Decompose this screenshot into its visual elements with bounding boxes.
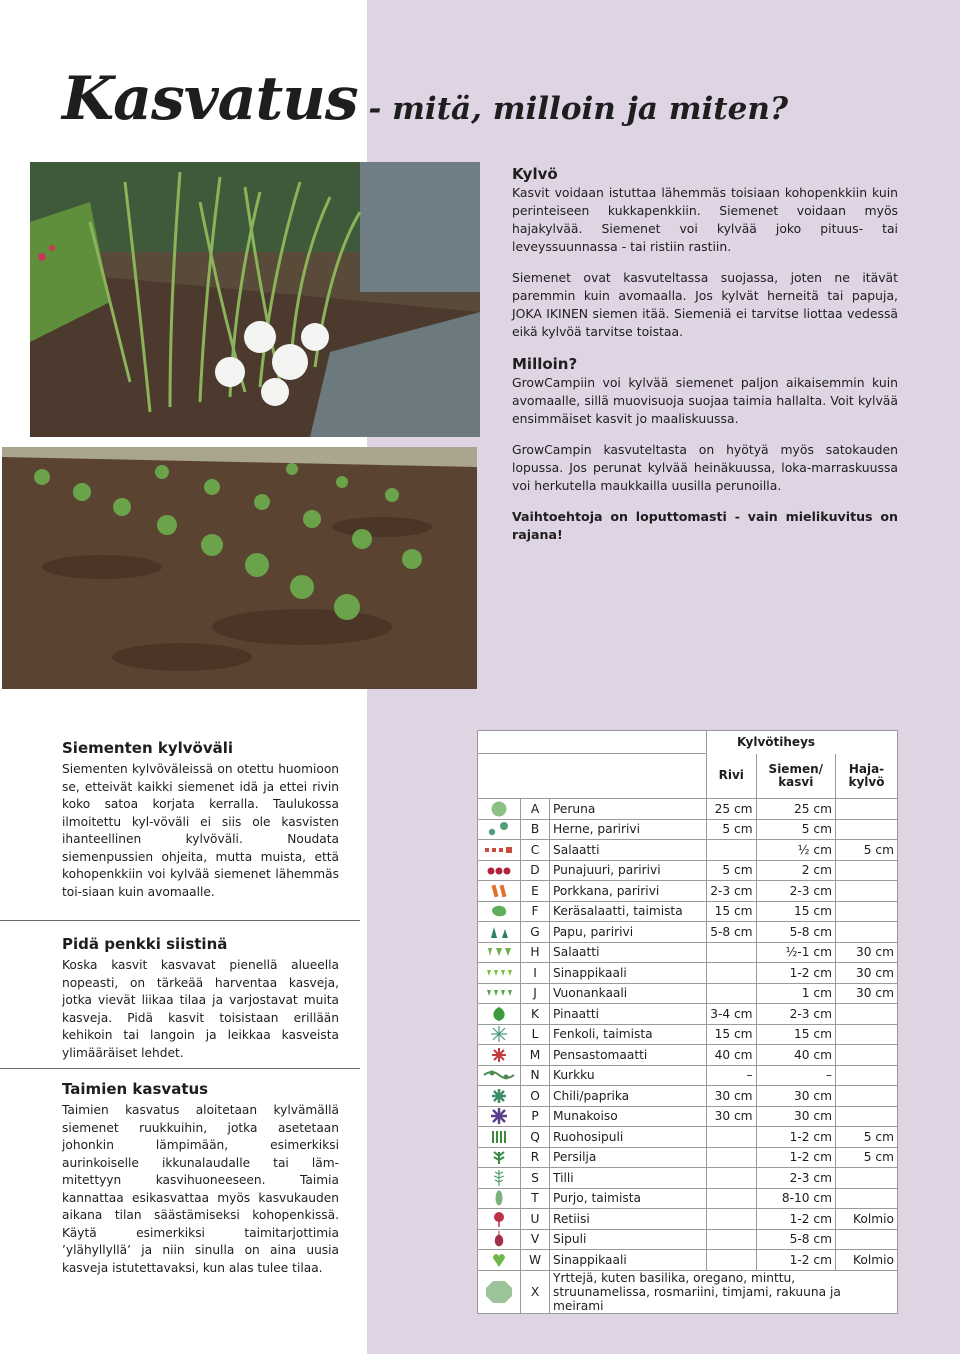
row-siemen: 15 cm <box>756 901 835 922</box>
table-row <box>478 799 898 820</box>
row-name: Retiisi <box>550 1209 707 1230</box>
row-siemen: 1 cm <box>756 983 835 1004</box>
row-rivi: 15 cm <box>707 901 757 922</box>
col-rivi: Rivi <box>707 754 757 799</box>
row-siemen: 2-3 cm <box>756 1004 835 1025</box>
section-penkki-text: Koska kasvit kasvavat pienellä alueella nopeasti, on tärkeää harventaa kasveja, jotka vievät liikaa tilaa ja varjostavat muita kasveja. Pidä kasvit toisistaan erillään kehikoin tai langoin ja leikkaa kasveista ylimääräiset lehdet. <box>62 958 339 1060</box>
row-haja <box>836 1065 898 1086</box>
row-rivi: 30 cm <box>707 1106 757 1127</box>
row-letter: Q <box>521 1127 550 1148</box>
row-letter: C <box>521 840 550 861</box>
row-rivi <box>707 1229 757 1250</box>
row-name: Salaatti <box>550 840 707 861</box>
row-letter: V <box>521 1229 550 1250</box>
row-name: Yrttejä, kuten basilika, oregano, minttu, struunamelissa, rosmariini, timjami, rakuuna ja meirami <box>550 1270 898 1313</box>
table-row <box>478 942 898 963</box>
table-row <box>478 1127 898 1148</box>
table-row <box>478 901 898 922</box>
row-name: Sipuli <box>550 1229 707 1250</box>
table-row <box>478 922 898 943</box>
row-letter: U <box>521 1209 550 1230</box>
row-name: Persilja <box>550 1147 707 1168</box>
table-row <box>478 1024 898 1045</box>
row-haja <box>836 1229 898 1250</box>
page-title-main: Kasvatus <box>62 64 358 134</box>
table-row <box>478 881 898 902</box>
row-rivi: 5 cm <box>707 819 757 840</box>
row-siemen: 1-2 cm <box>756 1147 835 1168</box>
milloin-paragraph-1: GrowCampiin voi kylvää siemenet paljon aikaisemmin kuin avomaalle, sillä muovisuoja suojaa taimia hallalta. Voit kylvää ensimmäiset kasvit jo maaliskuussa. <box>512 375 898 426</box>
row-siemen: 2-3 cm <box>756 1168 835 1189</box>
row-rivi <box>707 1209 757 1230</box>
section-divider <box>0 920 360 921</box>
row-haja <box>836 922 898 943</box>
row-name: Ruohosipuli <box>550 1127 707 1148</box>
group-header: Kylvötiheys <box>707 731 898 754</box>
leaf-icon <box>478 1004 521 1025</box>
row-haja <box>836 1024 898 1045</box>
row-siemen: 2 cm <box>756 860 835 881</box>
row-siemen: – <box>756 1065 835 1086</box>
row-name: Keräsalaatti, taimista <box>550 901 707 922</box>
seedling-bed-photo <box>2 447 477 689</box>
kylvo-paragraph-1: Kasvit voidaan istuttaa lähemmäs toisiaan kohopenkkiin kuin perinteiseen kukkapenkkiin. Siemenet voidaan myös hajakylvää. Siemenet voi kylvää joko pituus- tai leveyssuunnassa - tai ristiin rastiin. <box>512 185 898 254</box>
row-letter: T <box>521 1188 550 1209</box>
milloin-paragraph-2: GrowCampin kasvuteltasta on hyötyä myös satokauden lopussa. Jos perunat kylvää heinäkuussa, loka-marraskuussa voi herkutella maukkailla uusilla perunoilla. <box>512 442 898 493</box>
row-haja: Kolmio <box>836 1209 898 1230</box>
row-siemen: 1-2 cm <box>756 1209 835 1230</box>
table-subheader-row <box>478 754 898 799</box>
section-kylvovali <box>62 738 339 901</box>
row-siemen: 1-2 cm <box>756 1250 835 1271</box>
row-letter: S <box>521 1168 550 1189</box>
octagon-icon <box>478 1270 521 1313</box>
sowing-density-table <box>477 730 898 1314</box>
row-siemen: 2-3 cm <box>756 881 835 902</box>
row-name: Kurkku <box>550 1065 707 1086</box>
section-taimet <box>62 1079 339 1277</box>
row-siemen: ½-1 cm <box>756 942 835 963</box>
row-name: Pensastomaatti <box>550 1045 707 1066</box>
row-name: Sinappikaali <box>550 1250 707 1271</box>
row-name: Papu, paririvi <box>550 922 707 943</box>
table-row <box>478 1147 898 1168</box>
row-rivi <box>707 1250 757 1271</box>
row-letter: F <box>521 901 550 922</box>
row-letter: L <box>521 1024 550 1045</box>
row-haja <box>836 1188 898 1209</box>
row-rivi <box>707 1168 757 1189</box>
row-letter: H <box>521 942 550 963</box>
section-taimet-heading: Taimien kasvatus <box>62 1080 209 1098</box>
row-name: Chili/paprika <box>550 1086 707 1107</box>
row-haja: 30 cm <box>836 942 898 963</box>
triangles-icon <box>478 922 521 943</box>
row-haja <box>836 881 898 902</box>
star-red-icon <box>478 1045 521 1066</box>
row-haja: 5 cm <box>836 1147 898 1168</box>
table-row <box>478 840 898 861</box>
kylvo-heading: Kylvö <box>512 165 558 183</box>
row-haja <box>836 1106 898 1127</box>
vine-icon <box>478 1065 521 1086</box>
circle-large-icon <box>478 799 521 820</box>
row-letter: W <box>521 1250 550 1271</box>
table-row <box>478 1065 898 1086</box>
row-rivi <box>707 1188 757 1209</box>
hearts-small-icon <box>478 983 521 1004</box>
row-rivi: 5-8 cm <box>707 922 757 943</box>
highlight-text: Vaihtoehtoja on loputtomasti - vain mielikuvitus on rajana! <box>512 509 898 542</box>
row-siemen: 1-2 cm <box>756 963 835 984</box>
page-title-sub: - mitä, milloin ja miten? <box>357 91 789 127</box>
row-letter: N <box>521 1065 550 1086</box>
heart-icon <box>478 1250 521 1271</box>
row-haja <box>836 799 898 820</box>
row-siemen: 25 cm <box>756 799 835 820</box>
right-column-text <box>512 164 898 557</box>
row-haja <box>836 1086 898 1107</box>
row-haja: 30 cm <box>836 983 898 1004</box>
col-siemen: Siemen/ kasvi <box>756 754 835 799</box>
raised-bed-photo <box>30 162 480 437</box>
row-letter: P <box>521 1106 550 1127</box>
row-siemen: ½ cm <box>756 840 835 861</box>
row-siemen: 40 cm <box>756 1045 835 1066</box>
row-siemen: 5-8 cm <box>756 1229 835 1250</box>
row-letter: R <box>521 1147 550 1168</box>
row-rivi: 40 cm <box>707 1045 757 1066</box>
row-haja <box>836 1004 898 1025</box>
row-letter: E <box>521 881 550 902</box>
row-rivi: 3-4 cm <box>707 1004 757 1025</box>
row-name: Fenkoli, taimista <box>550 1024 707 1045</box>
section-kylvovali-text: Siementen kylvöväleissä on otettu huomioon se, etteivät kaikki siemenet idä ja ettei rivin koko satoa korjata kerralla. Taulukossa ilmoitettu kyl-vöväli ei siis ole kasvisten ihanteellinen kylvöväli. Noudata siemenpussien ohjeita, mutta muista, että kohopenkkiin voi kylvää siemenet lähemmäs toi-siaan kuin avomaalle. <box>62 762 339 899</box>
table-row <box>478 1106 898 1127</box>
dots-pair-icon <box>478 819 521 840</box>
row-rivi <box>707 983 757 1004</box>
blob-icon <box>478 901 521 922</box>
row-name: Porkkana, paririvi <box>550 881 707 902</box>
row-rivi <box>707 1127 757 1148</box>
row-letter: B <box>521 819 550 840</box>
row-siemen: 1-2 cm <box>756 1127 835 1148</box>
hearts-icon <box>478 942 521 963</box>
row-name: Peruna <box>550 799 707 820</box>
row-name: Salaatti <box>550 942 707 963</box>
section-taimet-text: Taimien kasvatus aloitetaan kylvämällä siemenet ruukkuihin, jotka asetetaan johonkin lämpimään, esimerkiksi aurinkoiselle ikkunalaudalle tai läm- mitettyyn kasvihuoneeseen. Taimia kannattaa esikasvattaa myös kasvukauden aikana tilan säästämiseksi kohopenkissä. Käytä esimerkiksi taimitarjottimia ’ylähyllyllä’ ja niin sinulla on aina uusia kasveja istutettavaksi, kun alas tulee tilaa. <box>62 1103 339 1275</box>
row-siemen: 30 cm <box>756 1106 835 1127</box>
table-header-row <box>478 731 898 754</box>
row-haja: 5 cm <box>836 840 898 861</box>
sprig-icon <box>478 1147 521 1168</box>
section-penkki-heading: Pidä penkki siistinä <box>62 935 228 953</box>
row-name: Herne, paririvi <box>550 819 707 840</box>
row-letter: G <box>521 922 550 943</box>
row-letter: K <box>521 1004 550 1025</box>
section-divider <box>0 1068 360 1069</box>
row-rivi <box>707 840 757 861</box>
row-rivi: – <box>707 1065 757 1086</box>
row-letter: J <box>521 983 550 1004</box>
hearts-small-icon <box>478 963 521 984</box>
row-siemen: 5-8 cm <box>756 922 835 943</box>
row-rivi: 5 cm <box>707 860 757 881</box>
row-name: Vuonankaali <box>550 983 707 1004</box>
table-row <box>478 1004 898 1025</box>
row-rivi <box>707 963 757 984</box>
square-dots-icon <box>478 840 521 861</box>
row-haja <box>836 1045 898 1066</box>
row-haja: 5 cm <box>836 1127 898 1148</box>
row-letter: M <box>521 1045 550 1066</box>
row-name: Sinappikaali <box>550 963 707 984</box>
section-kylvovali-heading: Siementen kylvöväli <box>62 739 234 757</box>
row-letter: X <box>521 1270 550 1313</box>
starburst-icon <box>478 1024 521 1045</box>
row-haja <box>836 901 898 922</box>
row-rivi <box>707 1147 757 1168</box>
table-row <box>478 819 898 840</box>
table-row <box>478 1188 898 1209</box>
kylvo-paragraph-2: Siemenet ovat kasvuteltassa suojassa, joten ne itävät paremmin kuin avomaalla. Jos kylvät herneitä tai papuja, JOKA IKINEN siemen itää. Siemeniä ei tarvitse liottaa vedessä eikä kylvöä tarvitse toistaa. <box>512 270 898 339</box>
row-name: Tilli <box>550 1168 707 1189</box>
row-rivi: 25 cm <box>707 799 757 820</box>
milloin-heading: Milloin? <box>512 355 578 373</box>
onion-icon <box>478 1229 521 1250</box>
row-letter: A <box>521 799 550 820</box>
table-row <box>478 1229 898 1250</box>
table-row <box>478 1086 898 1107</box>
table-row <box>478 963 898 984</box>
row-name: Punajuuri, paririvi <box>550 860 707 881</box>
page-title <box>62 64 788 134</box>
row-letter: I <box>521 963 550 984</box>
row-name: Pinaatti <box>550 1004 707 1025</box>
row-haja: Kolmio <box>836 1250 898 1271</box>
row-siemen: 5 cm <box>756 819 835 840</box>
feather-icon <box>478 1168 521 1189</box>
oval-icon <box>478 1188 521 1209</box>
row-siemen: 8-10 cm <box>756 1188 835 1209</box>
table-row <box>478 1045 898 1066</box>
table-row <box>478 1168 898 1189</box>
row-haja <box>836 1168 898 1189</box>
table-row <box>478 983 898 1004</box>
dots-red-icon <box>478 860 521 881</box>
row-haja <box>836 860 898 881</box>
radish-icon <box>478 1209 521 1230</box>
bars-icon <box>478 1127 521 1148</box>
table-row <box>478 1250 898 1271</box>
table-row <box>478 860 898 881</box>
row-letter: O <box>521 1086 550 1107</box>
col-haja: Haja- kylvö <box>836 754 898 799</box>
star-green-icon <box>478 1086 521 1107</box>
row-letter: D <box>521 860 550 881</box>
row-haja <box>836 819 898 840</box>
row-rivi: 15 cm <box>707 1024 757 1045</box>
row-rivi: 30 cm <box>707 1086 757 1107</box>
row-siemen: 30 cm <box>756 1086 835 1107</box>
row-name: Munakoiso <box>550 1106 707 1127</box>
row-name: Purjo, taimista <box>550 1188 707 1209</box>
table-row <box>478 1270 898 1313</box>
row-haja: 30 cm <box>836 963 898 984</box>
table-row <box>478 1209 898 1230</box>
star-purple-icon <box>478 1106 521 1127</box>
section-penkki <box>62 934 339 1062</box>
row-rivi: 2-3 cm <box>707 881 757 902</box>
row-siemen: 15 cm <box>756 1024 835 1045</box>
row-rivi <box>707 942 757 963</box>
sticks-icon <box>478 881 521 902</box>
